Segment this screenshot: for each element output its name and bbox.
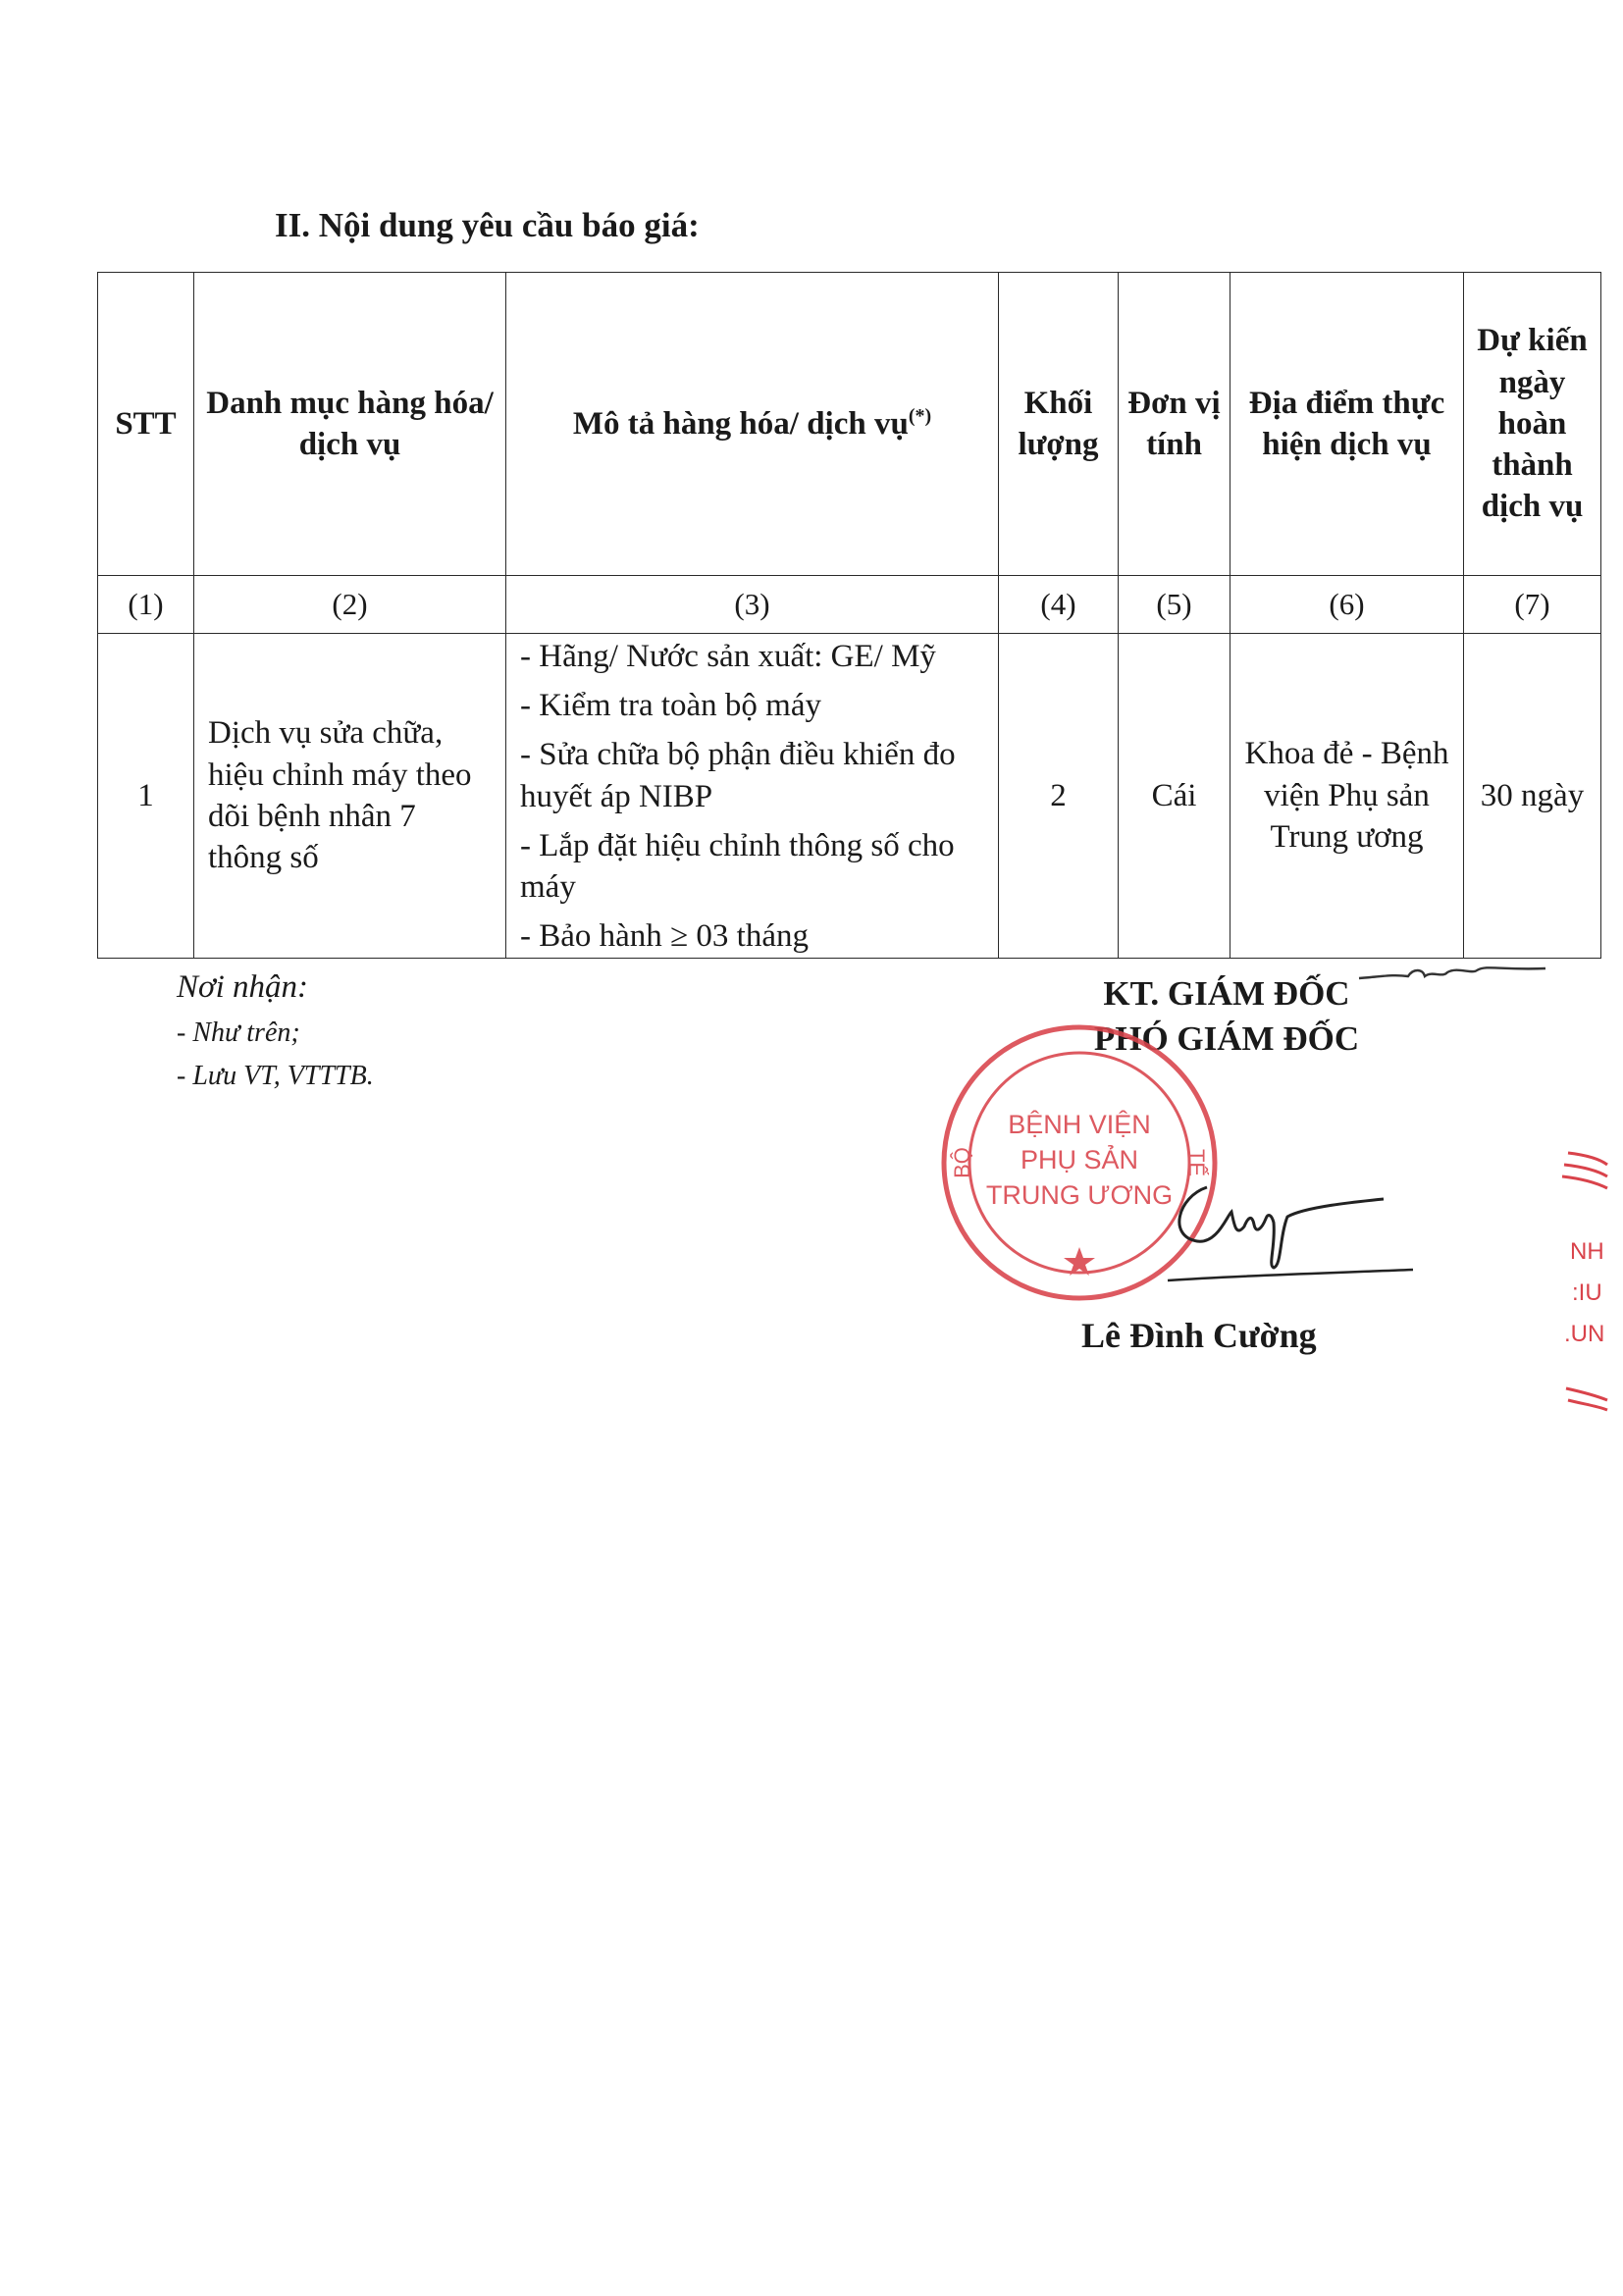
signer-title-2: PHÓ GIÁM ĐỐC <box>1093 1018 1360 1058</box>
header-location: Địa điểm thực hiện dịch vụ <box>1230 273 1464 576</box>
index-cell: (2) <box>194 576 506 634</box>
index-cell: (5) <box>1119 576 1230 634</box>
index-cell: (1) <box>98 576 194 634</box>
stamp-right-text: TẾ <box>1184 1148 1209 1177</box>
cell-completion: 30 ngày <box>1464 634 1601 959</box>
header-row <box>98 273 1601 576</box>
description-line: - Kiểm tra toàn bộ máy <box>520 688 821 724</box>
recipients-title: Nơi nhận: <box>177 969 309 1005</box>
stamp-line-2: PHỤ SẢN <box>1020 1145 1139 1174</box>
header-quantity: Khối lượng <box>999 273 1119 576</box>
index-cell: (6) <box>1230 576 1464 634</box>
header-completion: Dự kiến ngày hoàn thành dịch vụ <box>1464 273 1601 576</box>
cell-quantity: 2 <box>999 634 1119 959</box>
svg-text:NH: NH <box>1570 1238 1604 1265</box>
quote-table <box>97 272 1601 959</box>
cell-stt: 1 <box>98 634 194 959</box>
footnote-mark: (*) <box>908 404 932 427</box>
header-item-name: Danh mục hàng hóa/ dịch vụ <box>194 273 506 576</box>
stamp-line-1: BỆNH VIỆN <box>1008 1110 1151 1139</box>
svg-text:.UN: .UN <box>1564 1321 1605 1347</box>
header-description-label: Mô tả hàng hóa/ dịch vụ <box>572 405 909 442</box>
header-description <box>506 273 999 576</box>
description-line: - Sửa chữa bộ phận điều khiển đo huyết áp NIBP <box>520 737 956 814</box>
stamp-left-text: BỘ <box>950 1147 974 1178</box>
header-unit: Đơn vị tính <box>1119 273 1230 576</box>
svg-text::IU: :IU <box>1572 1279 1602 1306</box>
description-line: - Lắp đặt hiệu chỉnh thông số cho máy <box>520 827 955 906</box>
description-line: - Bảo hành ≥ 03 tháng <box>520 918 809 955</box>
recipient-item: - Lưu VT, VTTTB. <box>177 1061 374 1091</box>
section-title: II. Nội dung yêu cầu báo giá: <box>275 206 700 244</box>
table-row <box>98 634 1601 959</box>
index-cell: (7) <box>1464 576 1601 634</box>
signer-title-1: KT. GIÁM ĐỐC <box>1103 974 1350 1013</box>
stamp-line-3: TRUNG ƯƠNG <box>985 1180 1174 1210</box>
recipients-block <box>177 969 374 1104</box>
handwritten-signature <box>1158 1158 1433 1285</box>
cell-description <box>506 634 999 959</box>
cell-location: Khoa đẻ - Bệnh viện Phụ sản Trung ương <box>1230 634 1464 959</box>
recipient-item: - Như trên; <box>177 1018 300 1048</box>
cell-item-name: Dịch vụ sửa chữa, hiệu chỉnh máy theo dõi bệnh nhân 7 thông số <box>194 634 506 959</box>
stamp-edge-fragment <box>1550 1143 1609 1418</box>
header-stt: STT <box>98 273 194 576</box>
cell-unit: Cái <box>1119 634 1230 959</box>
index-cell: (4) <box>999 576 1119 634</box>
index-row <box>98 576 1601 634</box>
description-line: - Hãng/ Nước sản xuất: GE/ Mỹ <box>520 639 936 674</box>
signer-name: Lê Đình Cường <box>1081 1316 1317 1355</box>
index-cell: (3) <box>506 576 999 634</box>
